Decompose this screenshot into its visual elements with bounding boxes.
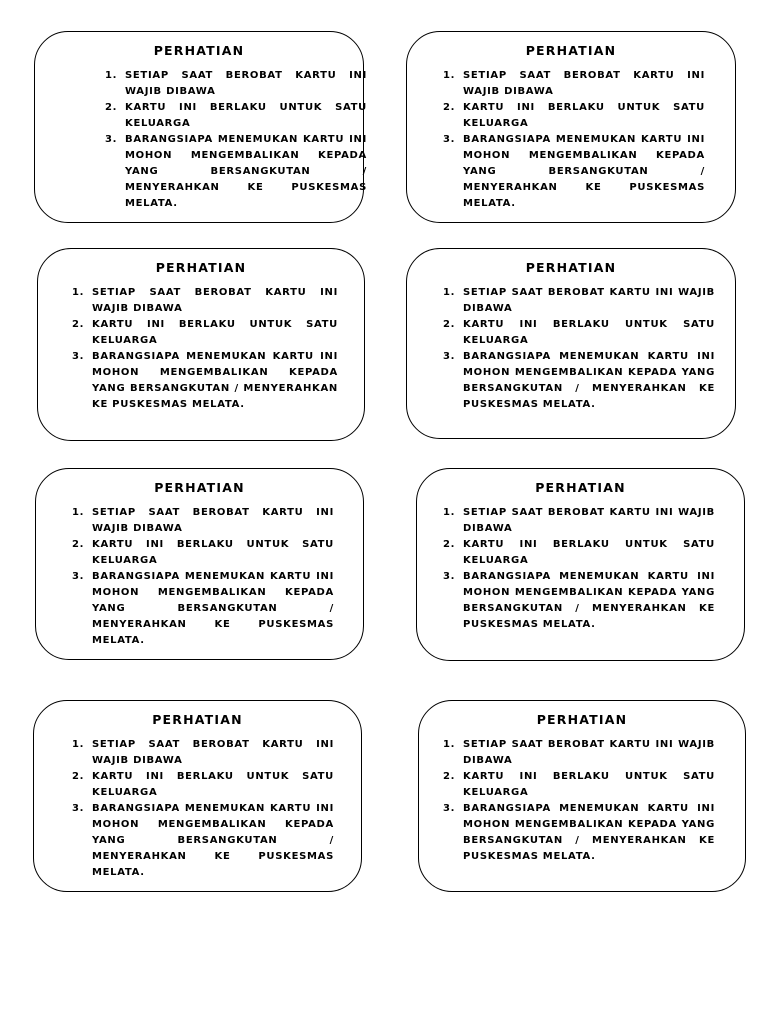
notice-list — [105, 68, 367, 212]
list-item: 2. KARTU INI BERLAKU UNTUK SATU KELUARGA — [72, 319, 338, 346]
notice-card — [34, 31, 367, 223]
notice-list — [72, 505, 334, 649]
list-item: 3. BARANGSIAPA MENEMUKAN KARTU INI MOHON MENGEMBALIKAN KEPADA YANG BERSANGKUTAN / MENYERAHKAN KE PUSKESMAS MELATA. — [72, 351, 338, 410]
list-item: 2. KARTU INI BERLAKU UNTUK SATU KELUARGA — [443, 102, 705, 129]
list-item: 1. SETIAP SAAT BEROBAT KARTU INI WAJIB DIBAWA — [105, 70, 367, 97]
notice-list — [72, 737, 334, 881]
notice-list — [443, 737, 715, 865]
card-title: PERHATIAN — [525, 43, 617, 58]
notice-card — [406, 31, 736, 223]
list-item: 2. KARTU INI BERLAKU UNTUK SATU KELUARGA — [443, 539, 715, 566]
card-title: PERHATIAN — [154, 480, 245, 495]
list-item: 3. BARANGSIAPA MENEMUKAN KARTU INI MOHON MENGEMBALIKAN KEPADA YANG BERSANGKUTAN / MENYERAHKAN KE PUSKESMAS MELATA. — [105, 134, 367, 209]
notice-card — [35, 468, 364, 660]
card-title: PERHATIAN — [153, 43, 245, 58]
list-item: 1. SETIAP SAAT BEROBAT KARTU INI WAJIB DIBAWA — [72, 739, 334, 766]
card-title: PERHATIAN — [535, 480, 626, 495]
card-title: PERHATIAN — [152, 712, 243, 727]
list-item: 2. KARTU INI BERLAKU UNTUK SATU KELUARGA — [443, 771, 715, 798]
notice-card — [37, 248, 365, 441]
notice-list — [443, 68, 705, 212]
list-item: 3. BARANGSIAPA MENEMUKAN KARTU INI MOHON MENGEMBALIKAN KEPADA YANG BERSANGKUTAN / MENYERAHKAN KE PUSKESMAS MELATA. — [443, 803, 715, 862]
notice-card — [406, 248, 736, 439]
list-item: 1. SETIAP SAAT BEROBAT KARTU INI WAJIB DIBAWA — [72, 287, 338, 314]
list-item: 1. SETIAP SAAT BEROBAT KARTU INI WAJIB DIBAWA — [443, 70, 705, 97]
card-title: PERHATIAN — [536, 712, 628, 727]
list-item: 2. KARTU INI BERLAKU UNTUK SATU KELUARGA — [72, 539, 334, 566]
list-item: 1. SETIAP SAAT BEROBAT KARTU INI WAJIB DIBAWA — [443, 507, 715, 534]
card-title: PERHATIAN — [155, 260, 247, 275]
list-item: 3. BARANGSIAPA MENEMUKAN KARTU INI MOHON MENGEMBALIKAN KEPADA YANG BERSANGKUTAN / MENYERAHKAN KE PUSKESMAS MELATA. — [443, 571, 715, 630]
notice-list — [443, 505, 715, 633]
list-item: 2. KARTU INI BERLAKU UNTUK SATU KELUARGA — [443, 319, 715, 346]
notice-card — [416, 468, 745, 661]
list-item: 2. KARTU INI BERLAKU UNTUK SATU KELUARGA — [105, 102, 367, 129]
notice-card — [418, 700, 746, 892]
list-item: 1. SETIAP SAAT BEROBAT KARTU INI WAJIB DIBAWA — [443, 287, 715, 314]
list-item: 1. SETIAP SAAT BEROBAT KARTU INI WAJIB DIBAWA — [443, 739, 715, 766]
list-item: 3. BARANGSIAPA MENEMUKAN KARTU INI MOHON MENGEMBALIKAN KEPADA YANG BERSANGKUTAN / MENYERAHKAN KE PUSKESMAS MELATA. — [72, 803, 334, 878]
list-item: 3. BARANGSIAPA MENEMUKAN KARTU INI MOHON MENGEMBALIKAN KEPADA YANG BERSANGKUTAN / MENYERAHKAN KE PUSKESMAS MELATA. — [443, 351, 715, 410]
list-item: 3. BARANGSIAPA MENEMUKAN KARTU INI MOHON MENGEMBALIKAN KEPADA YANG BERSANGKUTAN / MENYERAHKAN KE PUSKESMAS MELATA. — [443, 134, 705, 209]
notice-card — [33, 700, 362, 892]
notice-list — [443, 285, 715, 413]
card-title: PERHATIAN — [525, 260, 617, 275]
list-item: 3. BARANGSIAPA MENEMUKAN KARTU INI MOHON MENGEMBALIKAN KEPADA YANG BERSANGKUTAN / MENYERAHKAN KE PUSKESMAS MELATA. — [72, 571, 334, 646]
list-item: 2. KARTU INI BERLAKU UNTUK SATU KELUARGA — [72, 771, 334, 798]
list-item: 1. SETIAP SAAT BEROBAT KARTU INI WAJIB DIBAWA — [72, 507, 334, 534]
notice-list — [72, 285, 338, 413]
